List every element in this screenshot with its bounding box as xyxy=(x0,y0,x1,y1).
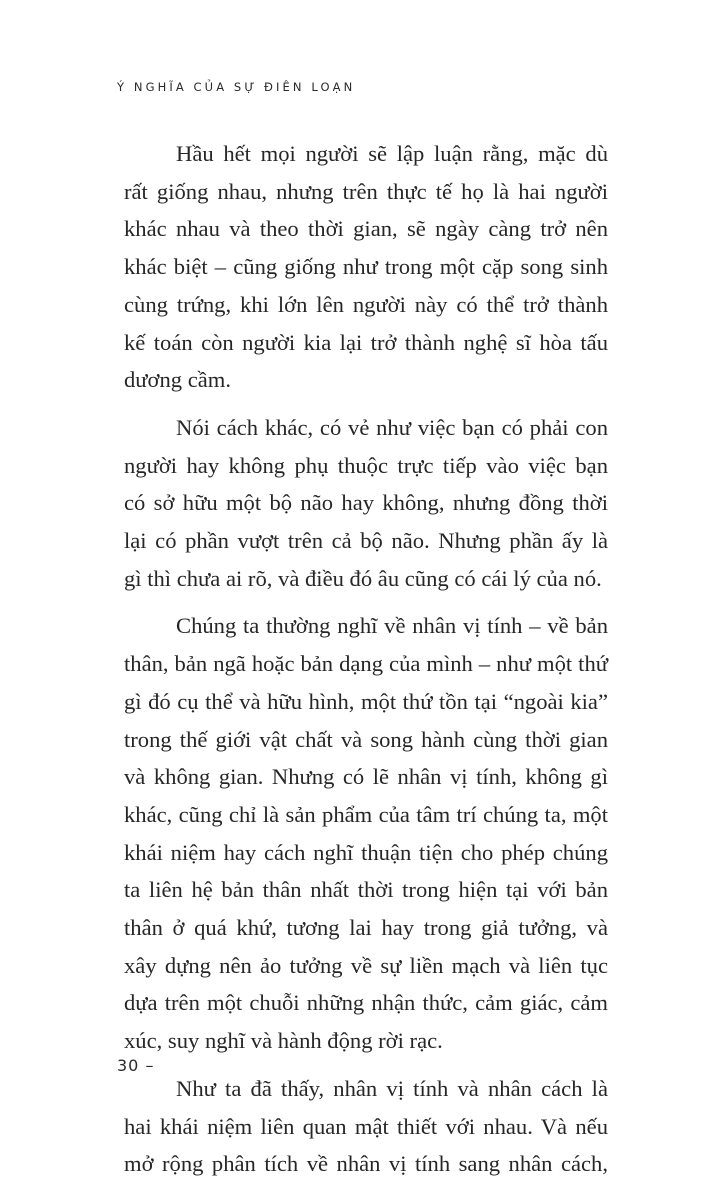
text-line: có sở hữu một bộ não hay không, nhưng đồng thời xyxy=(124,490,608,516)
paragraph-4 xyxy=(124,1070,608,1183)
text-line: gì đó cụ thể và hữu hình, một thứ tồn tại “ngoài kia” xyxy=(124,688,608,714)
text-line: Hầu hết mọi người sẽ lập luận rằng, mặc dù xyxy=(176,141,608,166)
text-line: người hay không phụ thuộc trực tiếp vào việc bạn xyxy=(124,452,608,478)
paragraph-2 xyxy=(124,409,608,598)
text-line: Như ta đã thấy, nhân vị tính và nhân cách là xyxy=(176,1075,608,1101)
text-line: dựa trên một chuỗi những nhận thức, cảm giác, cảm xyxy=(124,990,608,1016)
text-line: xây dựng nên ảo tưởng về sự liền mạch và liên tục xyxy=(124,952,608,978)
text-line: xúc, suy nghĩ và hành động rời rạc. xyxy=(124,1028,443,1054)
text-line: gì thì chưa ai rõ, và điều đó âu cũng có cái lý của nó. xyxy=(124,565,602,591)
text-line: lại có phần vượt trên cả bộ não. Nhưng phần ấy là xyxy=(124,528,608,554)
text-line: hai khái niệm liên quan mật thiết với nhau. Và nếu xyxy=(124,1113,608,1139)
text-line: ta liên hệ bản thân nhất thời trong hiện tại với bản xyxy=(124,877,608,903)
paragraph-1 xyxy=(124,135,608,399)
text-line: rất giống nhau, nhưng trên thực tế họ là hai người xyxy=(124,178,608,204)
text-line: khái niệm hay cách nghĩ thuận tiện cho phép chúng xyxy=(124,839,608,865)
text-line: kế toán còn người kia lại trở thành nghệ sĩ hòa tấu xyxy=(124,329,608,355)
text-line: thân, bản ngã hoặc bản dạng của mình – như một thứ xyxy=(124,651,608,677)
text-line: trong thế giới vật chất và song hành cùng thời gian xyxy=(124,726,608,752)
text-line: khác biệt – cũng giống như trong một cặp song sinh xyxy=(124,254,608,280)
text-line: mở rộng phân tích về nhân vị tính sang nhân cách, xyxy=(124,1151,608,1177)
body-text xyxy=(124,135,608,1183)
text-line: cùng trứng, khi lớn lên người này có thể trở thành xyxy=(124,291,608,317)
text-line: dương cầm. xyxy=(124,367,232,393)
text-line: Chúng ta thường nghĩ về nhân vị tính – về bản xyxy=(176,613,608,639)
running-header: Ý NGHĨA CỦA SỰ ĐIÊN LOẠN xyxy=(117,80,356,94)
text-line: thân ở quá khứ, tương lai hay trong giả tưởng, và xyxy=(124,915,608,941)
paragraph-3 xyxy=(124,607,608,1059)
text-line: khác nhau và theo thời gian, sẽ ngày càng trở nên xyxy=(124,216,608,242)
text-line: và không gian. Nhưng có lẽ nhân vị tính, không gì xyxy=(124,764,608,790)
text-line: khác, cũng chỉ là sản phẩm của tâm trí chúng ta, một xyxy=(124,801,608,827)
page-number: 30 – xyxy=(117,1056,155,1075)
text-line: Nói cách khác, có vẻ như việc bạn có phải con xyxy=(176,414,608,440)
